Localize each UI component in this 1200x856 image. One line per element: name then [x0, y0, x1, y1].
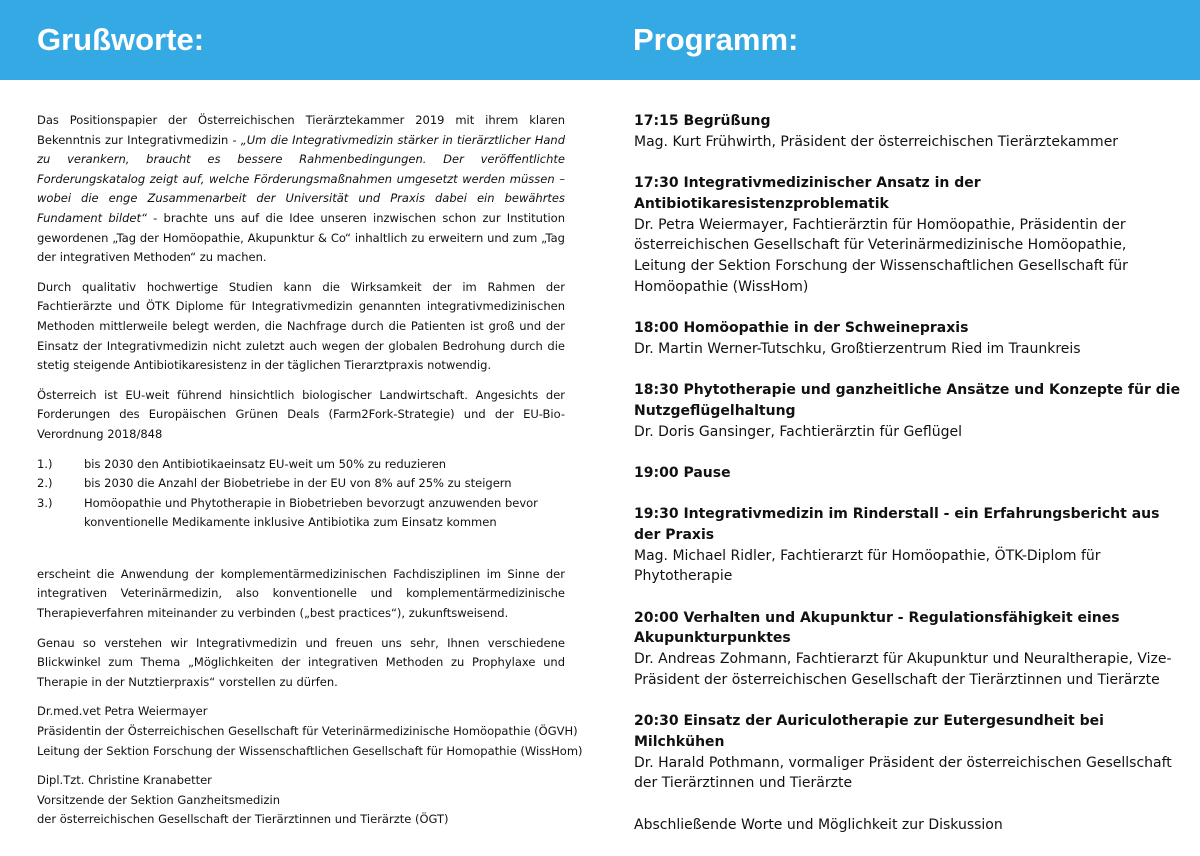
- program-item: [634, 504, 1182, 587]
- greeting-p1-outro: - brachte uns auf die Idee unseren inzwischen schon zur Institution gewordenen „Tag der Homöopathie, Akupunktur & Co“ inhaltlich zu erweitern und zum „Tag der integrativen Methoden“ zu machen.: [37, 210, 566, 265]
- program-title: Programm:: [633, 22, 799, 57]
- program-item-speaker: Dr. Harald Pothmann, vormaliger Präsident der österreichischen Gesellschaft der Tierärztinnen und Tierärzte: [634, 754, 1172, 792]
- goal-number: 1.): [37, 456, 53, 471]
- program-item-title: 17:15 Begrüßung: [634, 113, 771, 129]
- program-item-speaker: Dr. Andreas Zohmann, Fachtierarzt für Akupunktur und Neuraltherapie, Vize-Präsident der österreichischen Gesellschaft der Tierärztinnen und Tierärzte: [634, 651, 1172, 688]
- greeting-p1-quote: „Um die Integrativmedizin stärker in tierärztlicher Hand zu verankern, braucht es bessere Rahmenbedingungen. Der veröffentlichte Forderungskatalog zeigt auf, welche Förderungsmaßnahmen umgesetzt werden müssen – wobei die enge Zusammenarbeit der Universität und Praxis dabei ein bewährtes Fundament bildet“: [37, 132, 565, 225]
- program-item-title: 19:00 Pause: [634, 464, 731, 481]
- program-closing: [634, 815, 1182, 836]
- greeting-paragraph-1: [37, 111, 565, 268]
- signature-line: Präsidentin der Österreichischen Gesellschaft für Veterinärmedizinische Homöopathie (ÖGVH): [37, 724, 578, 739]
- header-banner: [0, 0, 1200, 80]
- goal-number: 2.): [37, 476, 53, 491]
- program-item-speaker: Mag. Kurt Frühwirth, Präsident der österreichischen Tierärztekammer: [634, 133, 1119, 150]
- program-item-speaker: Dr. Petra Weiermayer, Fachtierärztin für Homöopathie, Präsidentin der österreichischen Gesellschaft für Veterinärmedizinische Homöopathie, Leitung der Sektion Forschung der Wissenschaftlichen Gesellschaft für Homöopathie (WissHom): [634, 216, 1128, 295]
- greeting-column: [37, 111, 583, 840]
- greeting-paragraph-3: Österreich ist EU-weit führend hinsichtlich biologischer Landwirtschaft. Angesichts der Forderungen des Europäischen Grünen Deals (Farm2Fork-Strategie) und der EU-Bio-Verordnung 2018/848: [37, 387, 565, 441]
- program-closing-text: Abschließende Worte und Möglichkeit zur Diskussion: [634, 816, 1003, 833]
- signature-line: Leitung der Sektion Forschung der Wissenschaftlichen Gesellschaft für Homopathie (WissHom): [37, 743, 583, 758]
- program-item: [634, 711, 1182, 794]
- program-item-speaker: Mag. Michael Ridler, Fachtierarzt für Homöopathie, ÖTK-Diplom für Phytotherapie: [634, 547, 1101, 585]
- program-item-speaker: Dr. Doris Gansinger, Fachtierärztin für Geflügel: [634, 423, 963, 440]
- goal-text: Homöopathie und Phytotherapie in Biobetrieben bevorzugt anzuwenden bevor konventionelle Medikamente inklusive Antibiotika zum Einsatz kommen: [84, 495, 538, 530]
- greeting-paragraph-4: erscheint die Anwendung der komplementärmedizinischen Fachdisziplinen im Sinne der integrativen Veterinärmedizin, also konventionelle und komplementärmedizinische Therapieverfahren miteinander zu verbinden („best practices“), zukunftsweisend.: [37, 566, 565, 621]
- greeting-title: Grußworte:: [37, 22, 205, 57]
- signature-line: Dipl.Tzt. Christine Kranabetter: [37, 773, 212, 788]
- program-item-title: 18:00 Homöopathie in der Schweinepraxis: [634, 320, 969, 336]
- signature-weiermayer: [37, 702, 583, 761]
- program-item: [634, 173, 1182, 297]
- program-item: [634, 608, 1182, 691]
- program-item-title: 18:30 Phytotherapie und ganzheitliche Ansätze und Konzepte für die Nutzgeflügelhaltung: [634, 382, 1181, 419]
- greeting-p1-intro: Das Positionspapier der Österreichischen Tierärztekammer 2019 mit ihrem klaren Bekenntnis zur Integrativmedizin -: [37, 113, 565, 147]
- program-item-title: 19:30 Integrativmedizin im Rinderstall - ein Erfahrungsbericht aus der Praxis: [634, 506, 1160, 543]
- goal-number: 3.): [37, 495, 53, 510]
- greeting-paragraph-2: Durch qualitativ hochwertige Studien kann die Wirksamkeit der im Rahmen der Fachtierärzte und ÖTK Diplome für Integrativmedizin genannten integrativmedizinischen Methoden mittlerweile belegt werden, die Nachfrage durch die Patienten ist groß und der Einsatz der Integrativmedizin nicht zuletzt auch wegen der globalen Bedrohung durch die stetig steigende Antibiotikaresistenz in der täglichen Tierarztpraxis notwendig.: [37, 279, 565, 373]
- goals-list: [37, 455, 565, 533]
- program-item: [634, 111, 1182, 152]
- greeting-paragraph-5: Genau so verstehen wir Integrativmedizin und freuen uns sehr, Ihnen verschiedene Blickwinkel zum Thema „Möglichkeiten der integrativen Methoden zu Prophylaxe und Therapie in der Nutztierpraxis“ vorstellen zu dürfen.: [37, 635, 565, 689]
- program-item-title: 17:30 Integrativmedizinischer Ansatz in der Antibiotikaresistenzproblematik: [634, 175, 981, 212]
- signature-line: Dr.med.vet Petra Weiermayer: [37, 704, 208, 719]
- signature-kranabetter: [37, 771, 565, 830]
- goal-text: bis 2030 den Antibiotikaeinsatz EU-weit um 50% zu reduzieren: [84, 456, 447, 471]
- goal-item: [37, 474, 565, 494]
- goal-text: bis 2030 die Anzahl der Biobetriebe in der EU von 8% auf 25% zu steigern: [84, 476, 512, 491]
- program-item: [634, 318, 1182, 359]
- signature-line: der österreichischen Gesellschaft der Tierärztinnen und Tierärzte (ÖGT): [37, 812, 449, 827]
- program-item: [634, 380, 1182, 442]
- program-item-title: 20:00 Verhalten und Akupunktur - Regulationsfähigkeit eines Akupunkturpunktes: [634, 609, 1120, 647]
- goal-item: [37, 494, 565, 533]
- program-item-title: 20:30 Einsatz der Auriculotherapie zur Eutergesundheit bei Milchkühen: [634, 713, 1104, 750]
- program-item: [634, 463, 1182, 484]
- program-column: [634, 111, 1182, 856]
- goal-item: [37, 455, 565, 475]
- program-item-speaker: Dr. Martin Werner-Tutschku, Großtierzentrum Ried im Traunkreis: [634, 340, 1081, 357]
- signature-line: Vorsitzende der Sektion Ganzheitsmedizin: [37, 792, 280, 807]
